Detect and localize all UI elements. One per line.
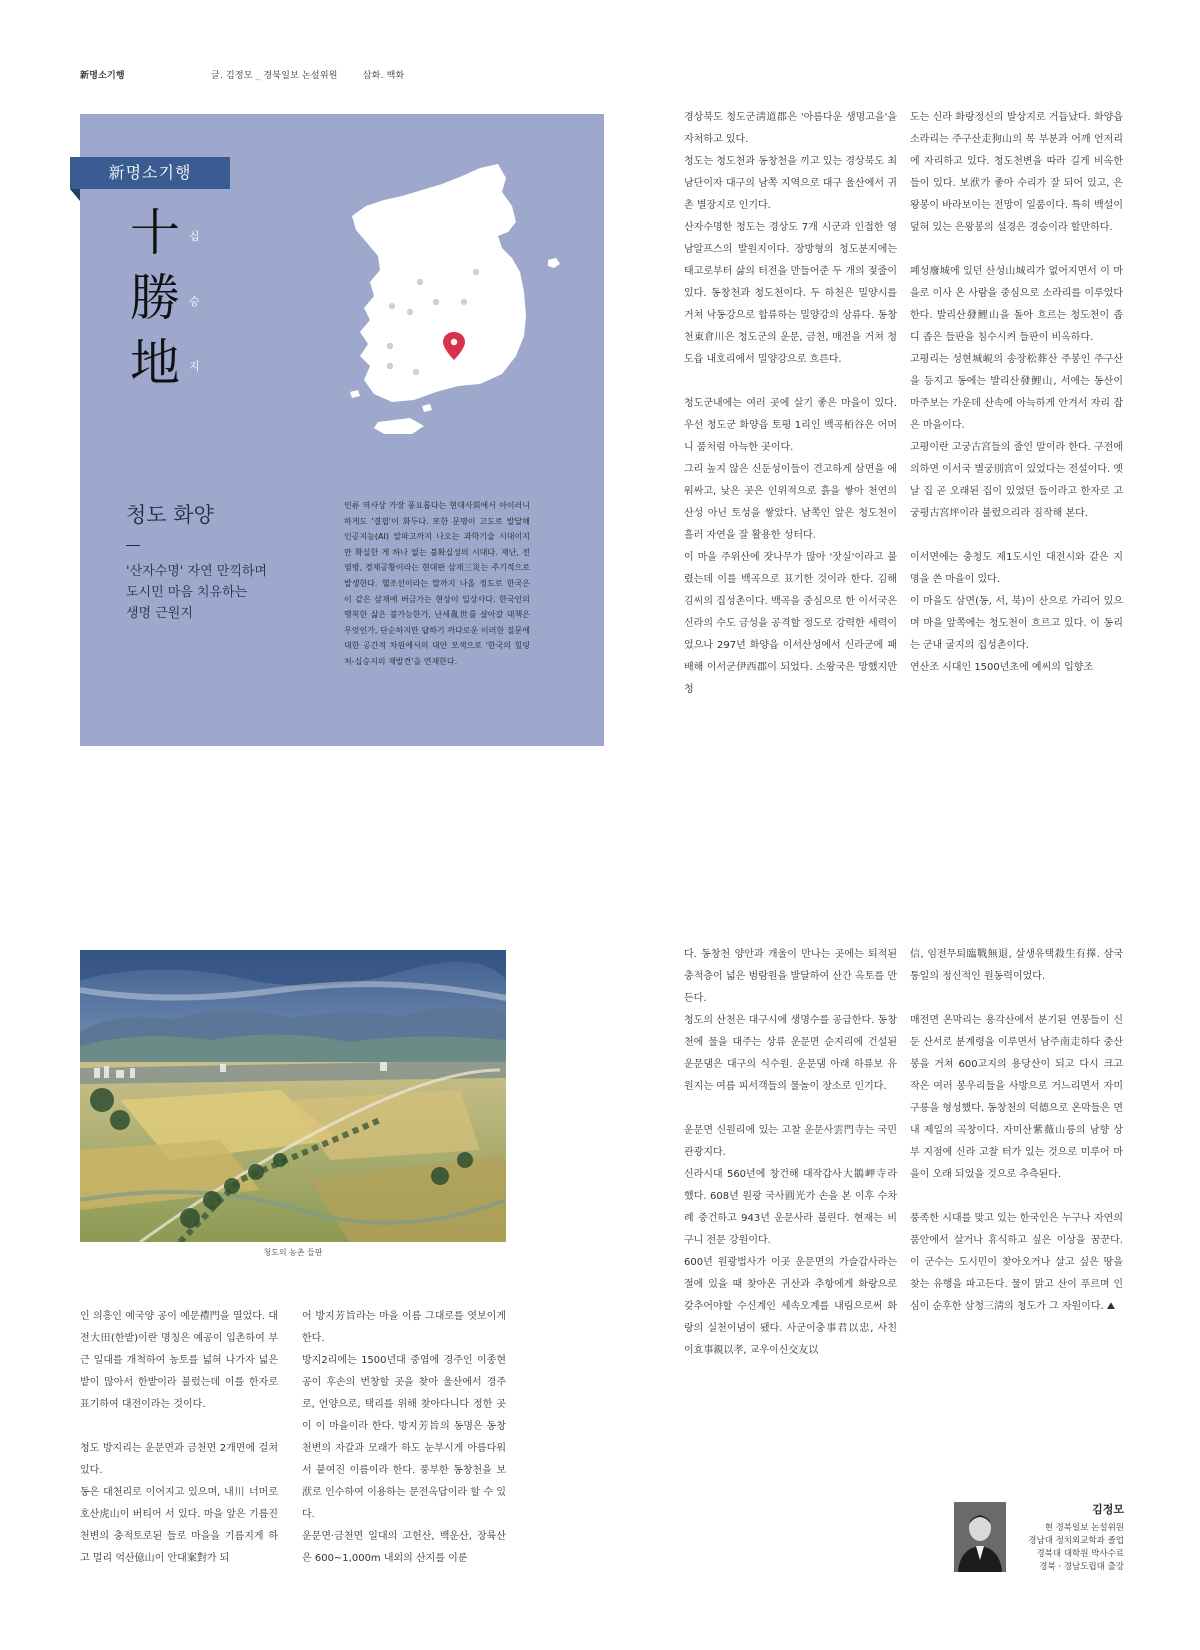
island-sw-2 — [422, 404, 432, 412]
landscape-illustration — [80, 950, 506, 1242]
map-dot — [387, 363, 393, 369]
article-column — [684, 944, 897, 1362]
article-paragraph: 청도는 청도천과 동창천을 끼고 있는 경상북도 최남단이자 대구의 남쪽 지역으로 대구 울산에서 귀촌 별장지로 인기다. — [684, 156, 897, 211]
article-paragraph: 600년 원광법사가 이곳 운문면의 가슬갑사라는 절에 있을 때 찾아온 귀산과 추항에게 화랑으로 갖추어야할 수신계인 세속오계를 내림으로써 화랑의 실천이념이 됐다. 사군이충事君以忠, 사친이효事親以孝, 교우이신交友以 — [684, 1257, 897, 1356]
location-pin-dot — [451, 339, 457, 345]
author-credit: 글. 김정모 — [211, 71, 253, 81]
series-intro: 인류 역사상 가장 풍요롭다는 현대사회에서 아이러니하게도 '결핍'이 화두다. 또한 문명이 고도로 발달해 인공지능(AI) 알파고까지 나오는 과학기술 시대이지만 확실한 게 하나 없는 불확실성의 시대다. 재난, 전염병, 경제공황이라는 현대판 삼재三災는 주기적으로 발생한다. 헬조선이라는 말까지 나올 정도로 한국은 이 같은 삼재에 버금가는 현상이 일상사다. 한국인의 행복한 삶은 불가능한가, 난세亂世를 살아갈 대책은 무엇인가, 단순하지만 답하기 까다로운 이러한 질문에 대한 공간적 차원에서의 대안 모색으로 '한국의 힐링처-십승지의 재발견'을 연재한다. — [344, 501, 530, 666]
kanji-seung: 勝 — [130, 269, 180, 327]
header-section: 新명소기행 — [80, 71, 125, 81]
article-paragraph: 고평이란 고궁古宮들의 줄인 말이라 한다. 구전에 의하면 이서국 별궁別宮이 있었다는 전설이다. 옛날 집 곧 오래된 집이 있었던 들이라고 한자로 고궁평古宮坪이라 불렀으리라 짐작해 본다. — [910, 442, 1123, 519]
article-paragraph: 운문면·금천면 일대의 고헌산, 백운산, 장륙산은 600~1,000m 내외의 산지를 이룬 — [302, 1531, 506, 1564]
article-paragraph: 이 마을도 삼면(동, 서, 북)이 산으로 가리어 있으며 마을 앞쪽에는 청도천이 흐르고 있다. 이 동리는 군내 굴지의 집성촌이다. — [910, 596, 1123, 651]
article-column — [684, 107, 897, 701]
article-column — [910, 107, 1123, 679]
article-paragraph: 信, 임전무퇴臨戰無退, 살생유택殺生有擇. 삼국통일의 정신적인 원동력이었다. — [910, 949, 1123, 982]
article-paragraph: 인 의흥인 예국양 공이 예문禮門을 열었다. 대전大田(한밭)이란 명칭은 예공이 입촌하여 부근 일대를 개척하여 농토를 넓혀 나가자 넓은 밭이 많아서 한밭이라 불렀는데 이를 한자로 표기하여 대전이라는 것이다. — [80, 1311, 278, 1410]
map-dot — [433, 299, 439, 305]
article-paragraph: 동은 대천리로 이어지고 있으며, 내川 너머로 호산虎山이 버티어 서 있다. 마을 앞은 기름진 천변의 충적토로된 들로 마을을 기름지게 하고 멀리 억산億山이 안대案對가 되 — [80, 1487, 278, 1564]
article-paragraph: 청도 방지리는 운문면과 금천면 2개면에 걸쳐있다. — [80, 1443, 278, 1476]
author-role: 경북일보 논설위원 — [263, 71, 338, 81]
illustration-credit: 삽화. 백화 — [362, 71, 405, 81]
map-dot — [461, 299, 467, 305]
article-paragraph: 경상북도 청도군淸道郡은 '아름다운 생명고을'을 자처하고 있다. — [684, 112, 897, 145]
subtitle-line: 생명 근원지 — [126, 606, 193, 621]
kanji-ji: 地 — [130, 334, 180, 392]
map-dot — [413, 369, 419, 375]
map-dot — [407, 309, 413, 315]
ribbon-fold — [70, 189, 80, 201]
article-paragraph: 청도군내에는 여러 곳에 살기 좋은 마을이 있다. 우선 청도군 화양읍 토평 1리인 백곡栢谷은 어머니 품처럼 아늑한 곳이다. — [684, 398, 897, 453]
korea-map — [330, 160, 570, 445]
subtitle-line: 도시민 마음 치유하는 — [126, 585, 248, 600]
island-ulleung — [548, 258, 560, 268]
article-paragraph: 연산조 시대인 1500년초에 예씨의 입향조 — [910, 662, 1094, 673]
article-paragraph: 이 마을 주위산에 잣나무가 많아 '잣실'이라고 불렸는데 이를 백곡으로 표기한 것이라 한다. 김해김씨의 집성촌이다. 백곡을 중심으로 한 이서국은 신라의 수도 금성을 공격할 정도로 강력한 세력이었으나 297년 화양읍 이서산성에서 신라군에 패배해 이서군伊西郡이 되었다. 소왕국은 망했지만 청 — [684, 552, 897, 695]
korea-peninsula — [352, 164, 526, 402]
header-credits: 글. 김정모 _ 경북일보 논설위원 삽화. 백화 — [211, 71, 405, 81]
article-paragraph: 그리 높지 않은 신둔성이들이 견고하게 삼면을 에워싸고, 낮은 곳은 인위적으로 흙을 쌓아 천연의 산성 아닌 토성을 쌓았다. 남쪽인 앞은 청도천이 흘러 자연을 잘 활용한 성터다. — [684, 464, 897, 541]
article-column — [302, 1306, 506, 1570]
article-paragraph: 청도의 산천은 대구시에 생명수를 공급한다. 동창천에 물을 대주는 상류 운문면 순지리에 건설된 운문댐은 대구의 식수원. 운문댐 아래 하류보 유원지는 여름 피서객들의 물놀이 장소로 인기다. — [684, 1015, 897, 1092]
map-dot — [387, 343, 393, 349]
article-paragraph: 도는 신라 화랑정신의 발상지로 거듭났다. 화양읍 소라리는 주구산走狗山의 목 부분과 어깨 언저리에 자리하고 있다. 청도천변을 따라 길게 비옥한 들이 있다. 보洑가 좋아 수리가 잘 되어 있고, 은왕봉이 바라보이는 전망이 일품이다. 특히 백설이 덮혀 있는 은왕봉의 설경은 경승이라 할만하다. — [910, 112, 1123, 233]
article-column — [80, 1306, 278, 1570]
map-dot — [473, 269, 479, 275]
article-paragraph: 방지2리에는 1500년대 중엽에 경주인 이종현 공이 후손의 번창할 곳을 찾아 울산에서 경주로, 언양으로, 택리를 위해 찾아다니다 정한 곳이 이 마을이라 한다. 방지芳旨의 동명은 동창천변의 자갈과 모래가 하도 눈부시게 아름다워서 붙여진 이름이라 한다. 풍부한 동창천을 보洑로 인수하여 이용하는 문전옥답이라 할 수 있다. — [302, 1355, 506, 1520]
article-paragraph: 운문면 신원리에 있는 고찰 운문사雲門寺는 국민 관광지다. — [684, 1125, 897, 1158]
author-portrait — [954, 1502, 1006, 1572]
map-dot — [417, 279, 423, 285]
article-paragraph: 신라시대 560년에 창건해 대작갑사大鵲岬寺라 했다. 608년 원광 국사圓光가 손을 본 이후 수차례 중건하고 943년 운문사라 불린다. 현재는 비구니 전문 강원이다. — [684, 1169, 897, 1246]
island-jeju — [374, 418, 424, 434]
article-paragraph: 이서면에는 충청도 제1도시인 대전시와 같은 지명을 쓴 마을이 있다. — [910, 552, 1123, 585]
reading-sip: 십 — [189, 230, 200, 243]
author-bio-line: 현 경북일보 논설위원 — [1044, 1523, 1124, 1533]
article-paragraph: 풍족한 시대를 맞고 있는 한국인은 누구나 자연의 품안에서 살거나 휴식하고 싶은 이상을 꿈꾼다. 이 군수는 도시민이 찾아오거나 살고 싶은 땅을 찾는 유행을 파고든다. 물이 맑고 산이 푸르며 인심이 순후한 삼청三淸의 청도가 그 자원이다. ⛰ — [910, 1213, 1123, 1312]
feature-title: 청도 화양 — [126, 503, 214, 527]
author-bio — [1028, 1522, 1124, 1574]
kanji-sip: 十 — [130, 204, 180, 262]
reading-seung: 승 — [189, 295, 200, 308]
title-divider — [126, 545, 140, 546]
map-dot — [389, 303, 395, 309]
feature-subtitle — [126, 561, 316, 624]
author-name: 김정모 — [1092, 1503, 1124, 1516]
article-paragraph: 어 방지芳旨라는 마을 이름 그대로를 엿보이게 한다. — [302, 1311, 506, 1344]
article-paragraph: 고평리는 성현城峴의 송장松葬산 주봉인 주구산을 등지고 동에는 발리산發鯉山, 서에는 동산이 마주보는 가운데 산속에 아늑하게 안겨서 자리 잡은 마을이다. — [910, 354, 1123, 431]
subtitle-line: '산자수명' 자연 만끽하며 — [126, 564, 267, 579]
author-bio-line: 경북 · 경남도립대 출강 — [1039, 1562, 1124, 1572]
reading-ji: 지 — [189, 360, 200, 373]
article-paragraph: 매전면 온막리는 용각산에서 분기된 연봉들이 신둔 산서로 분계령을 이루면서 남주南走하다 중산봉을 거쳐 600고지의 용당산이 되고 다시 크고 작은 여러 봉우리들을 사방으로 거느리면서 자미구릉을 형성했다. 동창천의 덕德으로 온막들은 면내 제일의 곡창이다. 자미산紫薇山릉의 남향 상부 지점에 신라 고찰 터가 있는 것으로 미루어 마을이 오래 되었을 것으로 추측된다. — [910, 1015, 1123, 1180]
article-paragraph: 다. 동창천 양안과 개울이 만나는 곳에는 퇴적된 충적층이 넓은 범람원을 발달하여 산간 옥토를 만든다. — [684, 949, 897, 1004]
illustration-caption: 청도의 농촌 들판 — [263, 1248, 323, 1257]
author-bio-line: 경북대 대학원 박사수료 — [1036, 1549, 1124, 1559]
article-column — [910, 944, 1123, 1318]
author-bio-line: 경남대 정치외교학과 졸업 — [1028, 1536, 1124, 1546]
hero-ribbon: 新명소기행 — [70, 157, 230, 189]
article-paragraph: 폐성廢城에 있던 산성山城리가 없어지면서 이 마을로 이사 온 사람을 중심으로 소라리를 이루었다 한다. 발리산發鯉山을 돌아 흐르는 청도천이 좁디 좁은 들판을 침수시켜 들판이 비옥하다. — [910, 266, 1123, 343]
island-sw-1 — [350, 390, 360, 398]
article-paragraph: 산자수명한 청도는 경상도 7개 시군과 인접한 영남알프스의 발원지이다. 장방형의 청도분지에는 태고로부터 삶의 터전을 만들어준 두 개의 젖줄이 있다. 동창천과 청도천이다. 두 하천은 밀양시를 거쳐 낙동강으로 합류하는 밀양강의 상류다. 동창천東倉川은 청도군의 운문, 금천, 매전을 거쳐 청도읍 내호리에서 밀양강으로 흐른다. — [684, 222, 897, 365]
